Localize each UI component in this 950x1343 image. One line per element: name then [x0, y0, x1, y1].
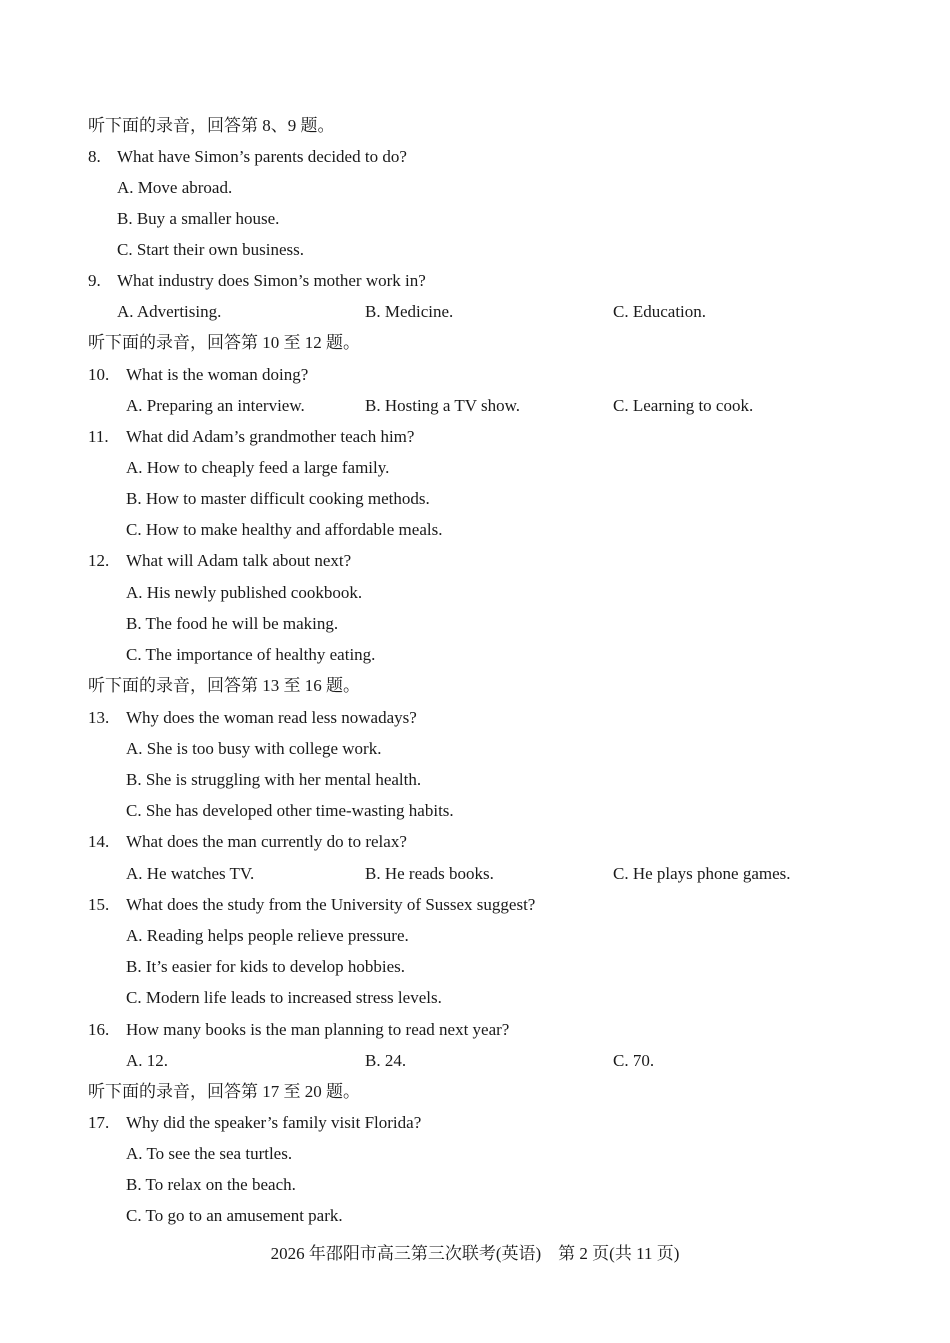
option-b: B. To relax on the beach. [126, 1175, 296, 1194]
question-16 [88, 1020, 509, 1040]
section-instruction: 听下面的录音，回答第 8、9 题。 [88, 116, 335, 135]
question-text: Why does the woman read less nowadays? [126, 708, 417, 727]
option-b: B. The food he will be making. [126, 614, 339, 633]
question-number: 13. [88, 708, 110, 727]
option-a: A. Move abroad. [117, 178, 233, 197]
option-b: B. 24. [365, 1051, 407, 1070]
section-instruction: 听下面的录音，回答第 10 至 12 题。 [88, 333, 360, 352]
option-b: B. How to master difficult cooking methods. [126, 489, 430, 508]
question-text: What does the man currently do to relax? [126, 832, 407, 851]
option-b: B. Hosting a TV show. [365, 396, 521, 415]
question-text: What will Adam talk about next? [126, 551, 352, 570]
question-10 [88, 365, 308, 385]
question-number: 9. [88, 271, 101, 290]
question-12 [88, 551, 351, 571]
question-text: What have Simon’s parents decided to do? [117, 147, 407, 166]
question-text: What did Adam’s grandmother teach him? [126, 427, 415, 446]
question-14 [88, 832, 407, 852]
question-text: How many books is the man planning to read next year? [126, 1020, 510, 1039]
question-17 [88, 1113, 421, 1133]
option-c: C. 70. [613, 1051, 655, 1070]
option-a: A. Reading helps people relieve pressure. [126, 926, 409, 945]
option-a: A. His newly published cookbook. [126, 583, 363, 602]
question-15 [88, 895, 535, 915]
section-instruction: 听下面的录音，回答第 17 至 20 题。 [88, 1082, 360, 1101]
option-a: A. 12. [126, 1051, 169, 1070]
option-c: C. Education. [613, 302, 707, 321]
option-b: B. It’s easier for kids to develop hobbies. [126, 957, 406, 976]
question-number: 8. [88, 147, 101, 166]
section-instruction: 听下面的录音，回答第 13 至 16 题。 [88, 676, 360, 695]
option-c: C. The importance of healthy eating. [126, 645, 376, 664]
option-a: A. To see the sea turtles. [126, 1144, 293, 1163]
question-number: 11. [88, 427, 109, 446]
question-13 [88, 708, 417, 728]
option-b: B. She is struggling with her mental health. [126, 770, 422, 789]
question-text: What is the woman doing? [126, 365, 309, 384]
question-11 [88, 427, 414, 447]
option-a: A. Preparing an interview. [126, 396, 305, 415]
option-c: C. Modern life leads to increased stress levels. [126, 988, 442, 1007]
option-c: C. She has developed other time-wasting habits. [126, 801, 454, 820]
option-c: C. Learning to cook. [613, 396, 754, 415]
option-c: C. Start their own business. [117, 240, 304, 259]
question-number: 14. [88, 832, 110, 851]
question-number: 12. [88, 551, 110, 570]
question-text: What industry does Simon’s mother work in? [117, 271, 426, 290]
question-number: 10. [88, 365, 110, 384]
option-a: A. She is too busy with college work. [126, 739, 382, 758]
question-number: 15. [88, 895, 110, 914]
option-c: C. To go to an amusement park. [126, 1206, 343, 1225]
option-a: A. He watches TV. [126, 864, 255, 883]
option-b: B. Buy a smaller house. [117, 209, 280, 228]
page-footer: 2026 年邵阳市高三第三次联考(英语) 第 2 页(共 11 页) [270, 1244, 680, 1263]
question-number: 17. [88, 1113, 110, 1132]
option-c: C. How to make healthy and affordable meals. [126, 520, 443, 539]
question-8 [88, 147, 407, 167]
option-a: A. Advertising. [117, 302, 222, 321]
question-number: 16. [88, 1020, 110, 1039]
question-9 [88, 271, 426, 291]
option-b: B. He reads books. [365, 864, 494, 883]
option-c: C. He plays phone games. [613, 864, 791, 883]
question-text: Why did the speaker’s family visit Florida? [126, 1113, 422, 1132]
option-a: A. How to cheaply feed a large family. [126, 458, 390, 477]
option-b: B. Medicine. [365, 302, 454, 321]
question-text: What does the study from the University of Sussex suggest? [126, 895, 536, 914]
